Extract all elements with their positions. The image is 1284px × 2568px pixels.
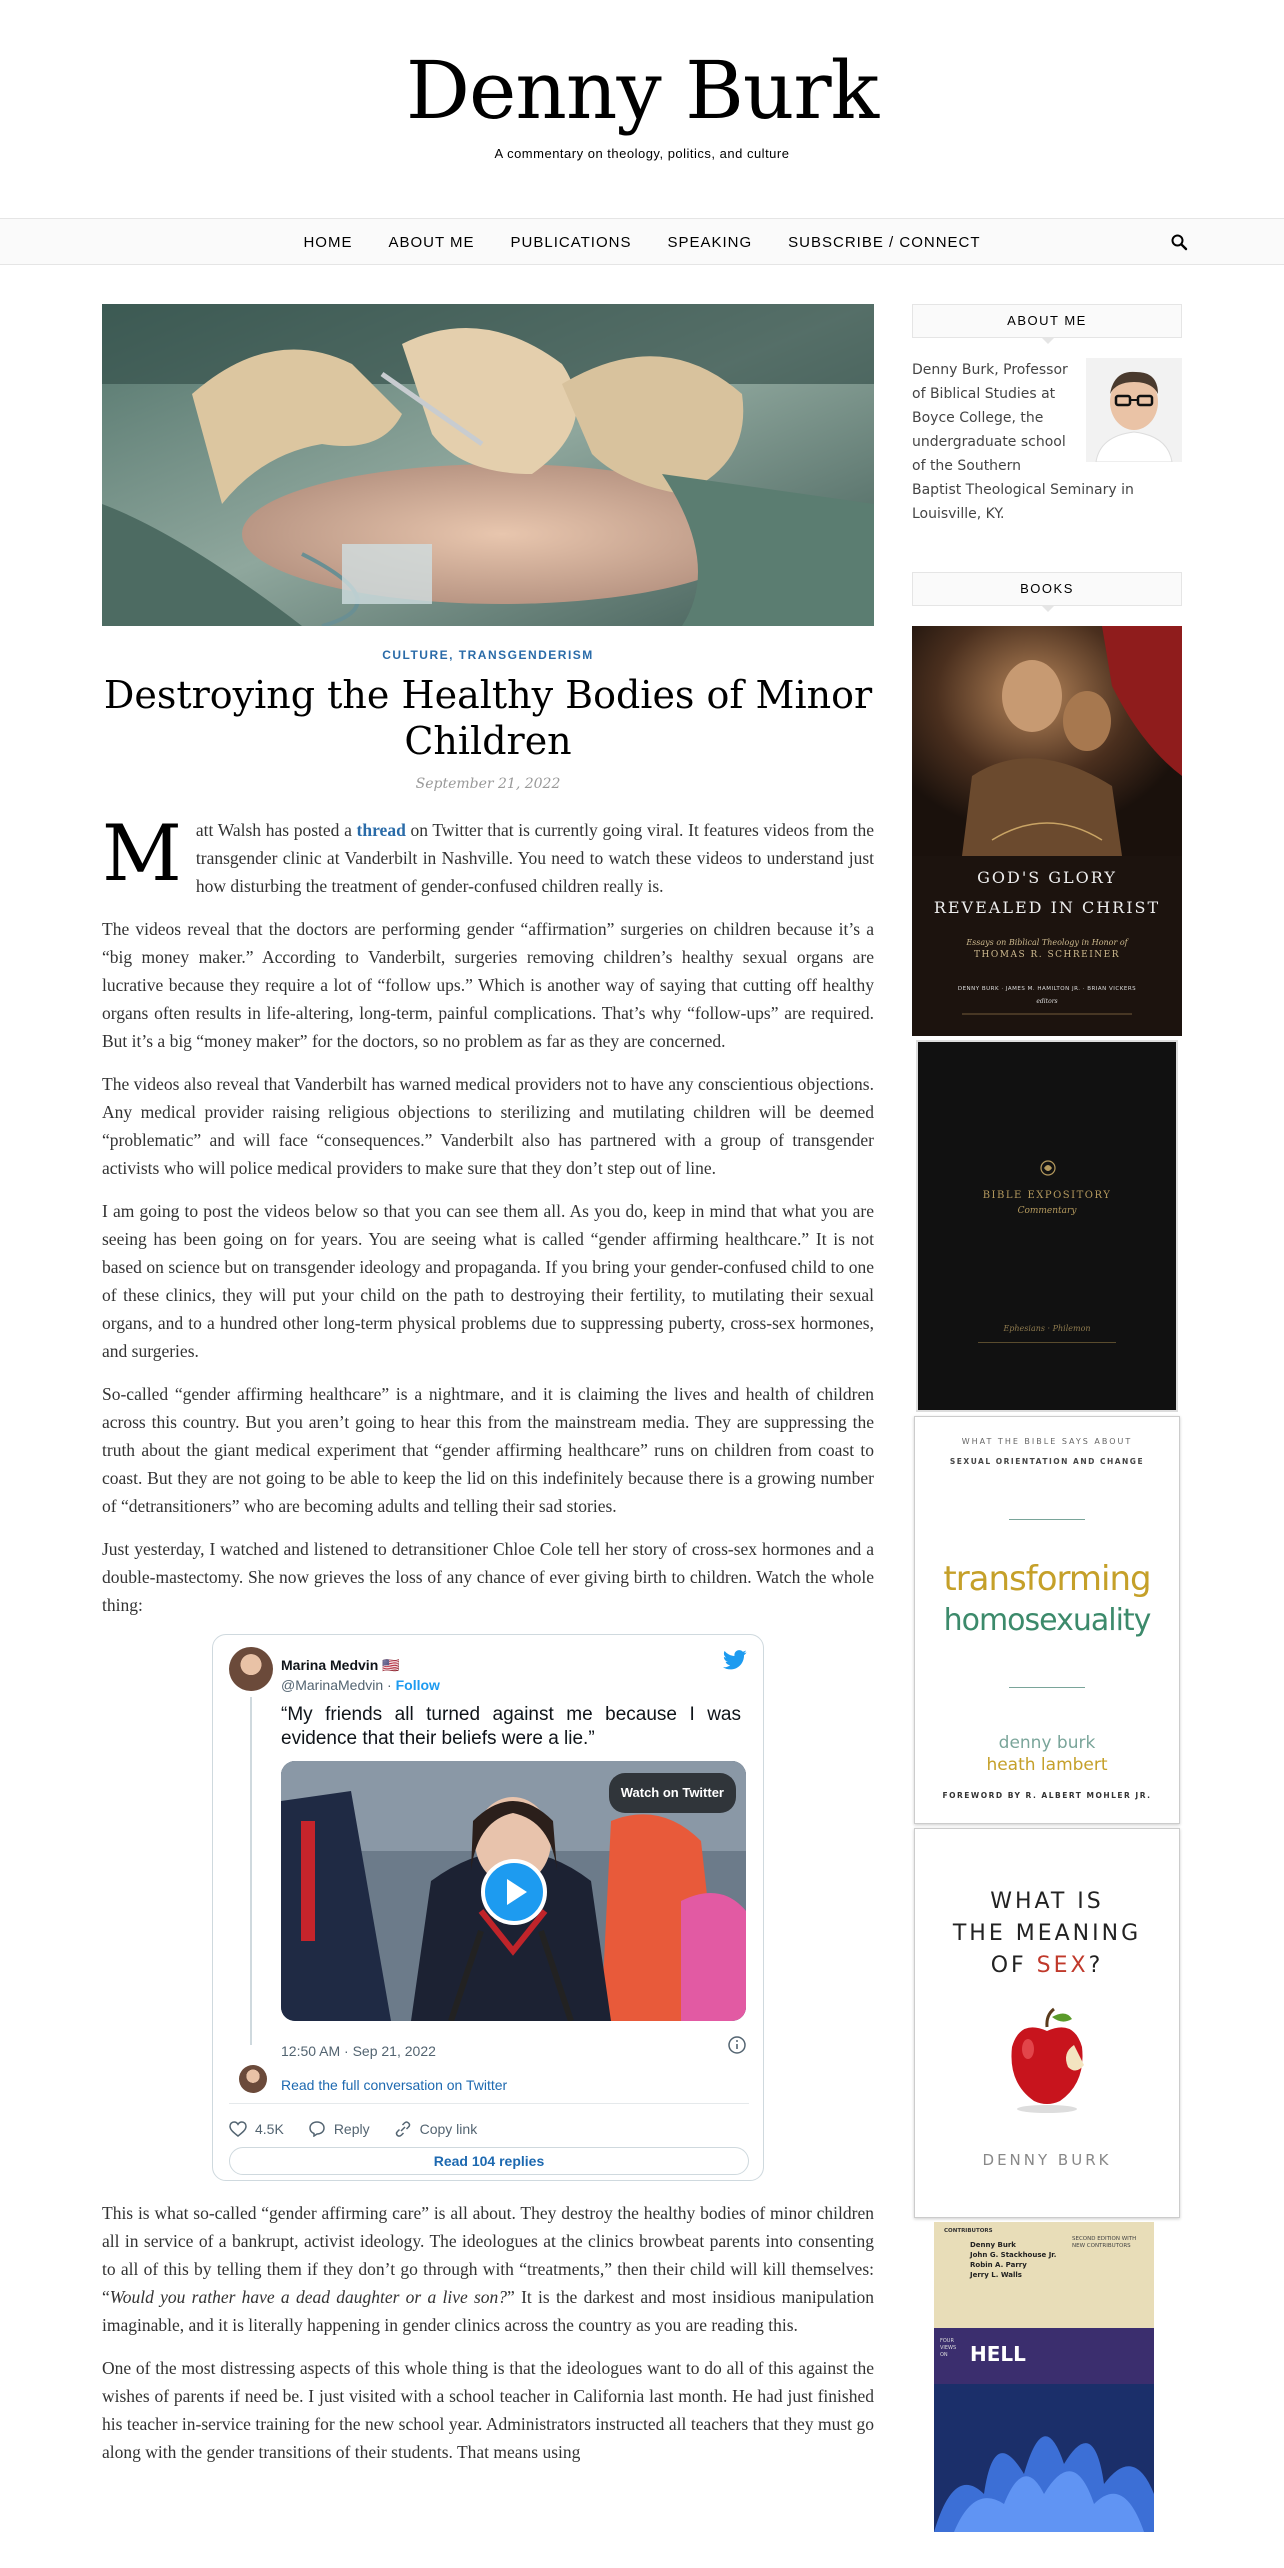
book4-line-2: THE MEANING: [952, 1921, 1142, 1946]
nav-item-about-me[interactable]: ABOUT ME: [388, 234, 475, 251]
book4-line-3: OF SEX?: [990, 1953, 1104, 1978]
post-categories[interactable]: CULTURE, TRANSGENDERISM: [382, 648, 594, 662]
about-me-widget: [912, 358, 1182, 572]
paragraph-5: So-called “gender affirming healthcare” is a nightmare, and it is claiming the lives and health of children across this country. But you aren’t going to hear this from the mainstream media. They are suppressing the truth about the giant medical experiment that “gender affirming healthcare” runs on children from coast to coast. But they are not going to be able to keep the lid on this indefinitely because there is a growing number of “detransitioners” who are becoming adults and telling their sad stories.: [102, 1384, 874, 1516]
book3-top: WHAT THE BIBLE SAYS ABOUT: [961, 1437, 1133, 1446]
heart-icon: [229, 2121, 247, 2137]
paragraph-7: [102, 2199, 874, 2339]
reply-icon: [308, 2121, 326, 2137]
book1-title-2: REVEALED IN CHRIST: [933, 898, 1161, 917]
link-icon: [394, 2121, 412, 2137]
tweet-actions: [229, 2115, 477, 2143]
paragraph-text: This is what so-called “gender affirming care” is all about. They destroy the healthy bodies of minor children all in service of a bankrupt, activist ideology. The ideologues at the clinics browbeat parents into consenting to all of this by telling them if they don’t go through with “treatments,” then their child will kill themselves: “: [102, 2203, 874, 2307]
book5-edition: SECOND EDITION WITH NEW CONTRIBUTORS: [1072, 2236, 1137, 2249]
nav-item-subscribe-connect[interactable]: SUBSCRIBE / CONNECT: [788, 234, 981, 251]
follow-button[interactable]: Follow: [395, 1677, 440, 1693]
book1-honoree: THOMAS R. SCHREINER: [974, 950, 1120, 960]
book5-contributors-label: CONTRIBUTORS: [944, 2228, 993, 2234]
book3-title-2: homosexuality: [943, 1603, 1151, 1638]
copy-link-button[interactable]: [394, 2115, 478, 2143]
post-title: Destroying the Healthy Bodies of Minor Children: [103, 673, 873, 763]
book2-series-2: Commentary: [1017, 1206, 1077, 1216]
tweet-author-name[interactable]: Marina Medvin 🇺🇸: [281, 1657, 400, 1673]
flame-art: [934, 2384, 1154, 2532]
book2-series: BIBLE EXPOSITORY: [982, 1190, 1112, 1201]
tweet-text: “My friends all turned against me because I was evidence that their beliefs were a lie.”: [281, 1704, 741, 1749]
book-gods-glory[interactable]: [912, 626, 1182, 1036]
book1-editors-label: editors: [1036, 998, 1058, 1005]
surgery-photo: [102, 304, 874, 626]
copy-link-label: Copy link: [419, 2121, 478, 2137]
divider: [1009, 1687, 1085, 1688]
about-me-description: Denny Burk, Professor of Biblical Studies at Boyce College, the undergraduate school of the Southern Baptist Theological Seminary in Louisville, KY.: [912, 362, 1134, 522]
divider: [229, 2103, 749, 2104]
read-replies-button[interactable]: Read 104 replies: [229, 2147, 749, 2175]
paragraph-3: The videos also reveal that Vanderbilt has warned medical providers not to have any conscientious objections. Any medical provider raising religious objections to sterilizing and mutilating children will be deemed “problematic” and will face “consequences.” Vanderbilt also has partnered with a group of transgender activists who will police medical providers to make sure that they don’t step out of line.: [102, 1074, 874, 1178]
read-conversation-link[interactable]: Read the full conversation on Twitter: [281, 2077, 508, 2093]
us-flag-icon: 🇺🇸: [382, 1657, 400, 1673]
book-cover-art: [912, 626, 1182, 1036]
article: [102, 304, 874, 2481]
book3-title-1: transforming: [943, 1559, 1151, 1599]
site-title[interactable]: Denny Burk: [405, 44, 879, 137]
divider: [978, 1342, 1116, 1343]
tweet-video[interactable]: [281, 1761, 746, 2021]
thread-line: [250, 1697, 252, 2045]
book5-contributors: Denny Burk John G. Stackhouse Jr. Robin A. Parry Jerry L. Walls: [970, 2241, 1057, 2279]
book1-title-1: GOD'S GLORY: [977, 868, 1117, 887]
paragraph-4: I am going to post the videos below so that you can see them all. As you do, keep in mind that what you are seeing has been going on for years. You are seeing what is called “gender affirming healthcare.” It is not based on science but on transgender ideology and propaganda. If you bring your gender-confused child to one of these clinics, they will put your child on the path to destroying their fertility, to mutilating their sexual organs, and to a hundred other long-term physical problems due to suppressing puberty, cross-sex hormones, and surgeries.: [102, 1201, 874, 1361]
play-icon[interactable]: [481, 1859, 547, 1925]
book5-band: [934, 2328, 1154, 2384]
about-me-widget-title: ABOUT ME: [912, 304, 1182, 338]
twitter-bird-icon[interactable]: [723, 1649, 747, 1671]
quote-text: Would you rather have a dead daughter or a live son?: [109, 2287, 508, 2307]
reply-label: Reply: [333, 2121, 370, 2137]
reply-button[interactable]: [308, 2115, 370, 2143]
avatar[interactable]: [229, 1647, 273, 1691]
paragraph-2: The videos reveal that the doctors are performing gender “affirmation” surgeries on children because it’s a “big money maker.” According to Vanderbilt, surgeries removing children’s healthy sexual organs are lucrative because they require a lot of “follow ups.” Which is another way of saying that cutting off healthy organs often results in life-altering, long-term, painful complications. That’s why “follow-ups” are required. But it’s a big “money maker” for the doctors, so no problem as far as they are concerned.: [102, 919, 874, 1051]
book-meaning-of-sex[interactable]: [914, 1828, 1180, 2218]
nav-item-publications[interactable]: PUBLICATIONS: [510, 234, 632, 251]
paragraph-text: att Walsh has posted a: [195, 820, 357, 840]
paragraph-1: [102, 809, 874, 900]
post-body: [102, 809, 874, 2466]
about-me-text: [912, 358, 1182, 526]
info-icon[interactable]: [727, 2035, 747, 2055]
book1-subtitle: Essays on Biblical Theology in Honor of: [966, 938, 1128, 947]
book3-author-2: heath lambert: [986, 1755, 1108, 1775]
avatar: [239, 2065, 267, 2093]
book3-foreword: FOREWORD BY R. ALBERT MOHLER JR.: [942, 1791, 1152, 1800]
apple-icon: [1002, 2005, 1092, 2115]
esv-logo-icon: [1038, 1158, 1058, 1178]
book2-volume: Ephesians · Philemon: [1003, 1324, 1091, 1333]
book-four-views-on-hell[interactable]: [934, 2222, 1154, 2532]
paragraph-text: on Twitter that is currently going viral. It features videos from the transgender clinic at Vanderbilt in Nashville. You need to watch these videos to understand just how disturbing the treatment of gender-confused children really is.: [195, 820, 874, 896]
post-date: September 21, 2022: [415, 776, 561, 792]
tweet-handle: @MarinaMedvin · Follow: [281, 1677, 440, 1693]
like-button[interactable]: [229, 2115, 284, 2143]
book5-four-views: FOUR VIEWS ON: [940, 2338, 957, 2358]
book5-title: HELL: [970, 2342, 1026, 2366]
book-bible-expository-commentary[interactable]: [916, 1040, 1178, 1412]
site-header: [0, 0, 1284, 218]
featured-image[interactable]: [102, 304, 874, 626]
book1-editors: DENNY BURK · JAMES M. HAMILTON JR. · BRIAN VICKERS: [957, 986, 1137, 992]
book3-top-2: SEXUAL ORIENTATION AND CHANGE: [949, 1457, 1145, 1466]
books-widget-title: BOOKS: [912, 572, 1182, 606]
nav-item-home[interactable]: HOME: [303, 234, 353, 251]
book4-line-1: WHAT IS: [990, 1889, 1104, 1914]
like-count: 4.5K: [255, 2121, 284, 2137]
book3-author-1: denny burk: [998, 1733, 1096, 1753]
book4-sex-word: SEX: [1036, 1953, 1089, 1978]
author-photo[interactable]: [1086, 358, 1182, 462]
main-nav: [0, 218, 1284, 265]
book4-author: DENNY BURK: [982, 2151, 1112, 2169]
paragraph-text: ” It is the darkest and most insidious manipulation imaginable, and it is literally happening in gender clinics across the country as you are reading this.: [102, 2287, 874, 2335]
nav-item-speaking[interactable]: SPEAKING: [667, 234, 753, 251]
thread-link[interactable]: thread: [356, 820, 406, 840]
embedded-tweet[interactable]: [212, 1634, 764, 2181]
search-icon[interactable]: [1170, 233, 1188, 251]
paragraph-6: Just yesterday, I watched and listened to detransitioner Chloe Cole tell her story of cross-sex hormones and a double-mastectomy. She now grieves the loss of any chance of ever giving birth to children. Watch the whole thing:: [102, 1539, 874, 1615]
watch-on-twitter-button[interactable]: Watch on Twitter: [609, 1773, 736, 1813]
sidebar: [912, 304, 1182, 2536]
divider: [1009, 1519, 1085, 1520]
tweet-timestamp[interactable]: 12:50 AM · Sep 21, 2022: [281, 2043, 436, 2059]
paragraph-8: One of the most distressing aspects of this whole thing is that the ideologues want to do all of this against the wishes of parents if need be. I just visited with a school teacher in California last month. He had just finished his teacher in-service training for the new school year. Administrators instructed all teachers that they must go along with the gender transitions of their students. That means using: [102, 2358, 874, 2462]
site-tagline: A commentary on theology, politics, and culture: [494, 146, 790, 161]
book-transforming-homosexuality[interactable]: [914, 1416, 1180, 1824]
dropcap: M: [102, 809, 182, 899]
author-portrait: [1086, 358, 1182, 462]
